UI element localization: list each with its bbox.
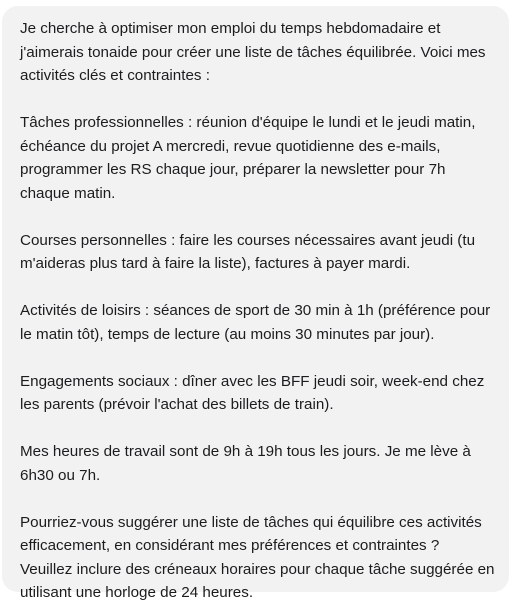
message-request: Pourriez-vous suggérer une liste de tâches qui équilibre ces activités efficacement, en considérant mes préférences et contraintes ? Veuillez inclure des créneaux horaires pour chaque tâche suggérée en utilisant une horloge de 24 heures. xyxy=(20,513,495,601)
user-message-bubble xyxy=(2,6,509,601)
message-work-hours: Mes heures de travail sont de 9h à 19h tous les jours. Je me lève à 6h30 ou 7h. xyxy=(20,443,471,484)
message-professional-tasks: Tâches professionnelles : réunion d'équipe le lundi et le jeudi matin, échéance du projet A mercredi, revue quotidienne des e-mails, programmer les RS chaque jour, préparer la newsletter pour 7h chaque matin. xyxy=(20,114,476,202)
message-personal-errands: Courses personnelles : faire les courses nécessaires avant jeudi (tu m'aideras plus tard à faire la liste), factures à payer mardi. xyxy=(20,231,476,272)
message-intro: Je cherche à optimiser mon emploi du temps hebdomadaire et j'aimerais tonaide pour créer une liste de tâches équilibrée. Voici mes activités clés et contraintes : xyxy=(20,20,486,84)
message-social: Engagements sociaux : dîner avec les BFF jeudi soir, week-end chez les parents (prévoir l'achat des billets de train). xyxy=(20,372,485,413)
message-leisure: Activités de loisirs : séances de sport de 30 min à 1h (préférence pour le matin tôt), temps de lecture (au moins 30 minutes par jour). xyxy=(20,302,491,343)
